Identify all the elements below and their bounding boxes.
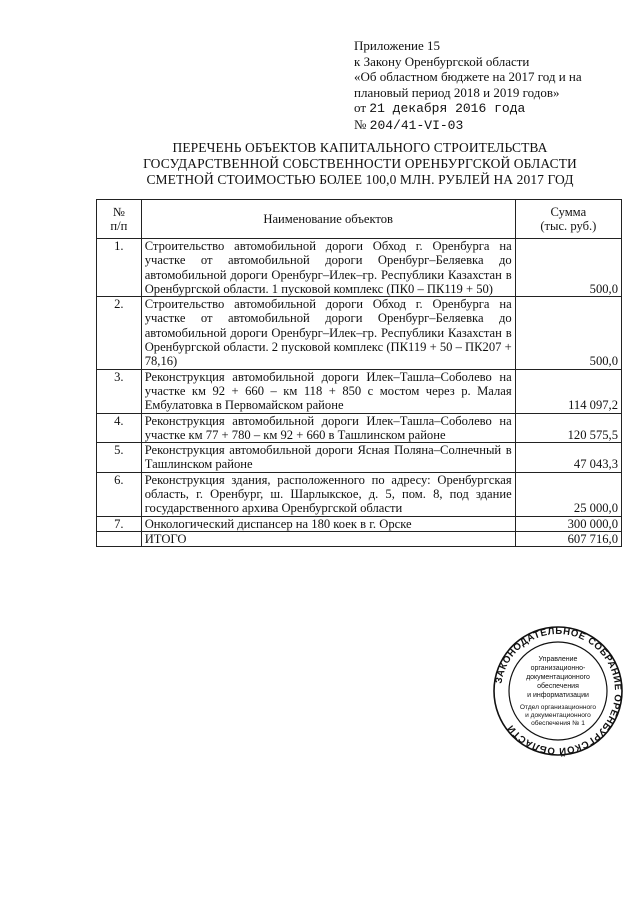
document-title — [80, 140, 640, 188]
title-line: ПЕРЕЧЕНЬ ОБЪЕКТОВ КАПИТАЛЬНОГО СТРОИТЕЛЬСТВА — [172, 140, 548, 155]
appendix-line: «Об областном бюджете на 2017 год и на — [354, 69, 582, 84]
table-row — [97, 472, 622, 516]
row-num: 2. — [97, 297, 142, 369]
title-line: ГОСУДАРСТВЕННОЙ СОБСТВЕННОСТИ ОРЕНБУРГСКОЙ ОБЛАСТИ — [143, 156, 577, 171]
header-sum-line: Сумма — [550, 204, 587, 219]
table-row — [97, 443, 622, 473]
row-name: Строительство автомобильной дороги Обход г. Оренбурга на участке от автомобильной дороги Оренбург–Беляевка до автомобильной дороги Оренбург–Илек–гр. Республики Казахстан в Оренбургской области. 2 пусковой комплекс (ПК119 + 50 – ПК207 + 78,16) — [141, 297, 515, 369]
table-row — [97, 516, 622, 531]
total-sum: 607 716,0 — [515, 531, 621, 546]
stamp-outer-text: ЗАКОНОДАТЕЛЬНОЕ СОБРАНИЕ ОРЕНБУРГСКОЙ ОБЛАСТИ — [493, 625, 624, 757]
number-value: 204/41-VI-03 — [369, 117, 464, 133]
row-sum: 500,0 — [515, 239, 621, 297]
date-prefix: от — [354, 100, 367, 115]
svg-text:Отдел организационного: Отдел организационного — [519, 704, 597, 711]
total-num — [97, 531, 142, 546]
table-row — [97, 413, 622, 443]
row-num: 3. — [97, 369, 142, 413]
header-num-line: п/п — [110, 219, 128, 233]
row-sum: 25 000,0 — [515, 472, 621, 516]
title-line: СМЕТНОЙ СТОИМОСТЬЮ БОЛЕЕ 100,0 МЛН. РУБЛЕЙ НА 2017 ГОД — [146, 172, 574, 187]
svg-text:организационно-: организационно- — [530, 665, 586, 672]
date-value: 21 декабря 2016 года — [369, 101, 526, 116]
header-sum — [515, 200, 621, 239]
table-total-row — [97, 531, 622, 546]
header-num-line: № — [112, 204, 125, 219]
table-row — [97, 239, 622, 297]
appendix-header — [354, 38, 624, 133]
svg-text:обеспечения: обеспечения — [537, 683, 579, 690]
table-row — [97, 297, 622, 369]
row-num: 7. — [97, 516, 142, 531]
row-sum: 47 043,3 — [515, 443, 621, 473]
row-name: Реконструкция автомобильной дороги Илек–Ташла–Соболево на участке км 77 + 780 – км 92 + 660 в Ташлинском районе — [141, 413, 515, 443]
svg-text:и информатизации: и информатизации — [527, 692, 589, 699]
objects-table — [96, 199, 622, 547]
appendix-date-line — [354, 100, 624, 117]
row-sum: 120 575,5 — [515, 413, 621, 443]
row-name: Реконструкция автомобильной дороги Ясная Поляна–Солнечный в Ташлинском районе — [141, 443, 515, 473]
row-name: Онкологический диспансер на 180 коек в г. Орске — [141, 516, 515, 531]
svg-text:Управление: Управление — [538, 656, 578, 663]
header-name: Наименование объектов — [141, 200, 515, 239]
row-sum: 114 097,2 — [515, 369, 621, 413]
appendix-line: к Закону Оренбургской области — [354, 53, 530, 69]
table-header-row — [97, 200, 622, 239]
appendix-line: плановый период 2018 и 2019 годов» — [354, 84, 560, 100]
table-row — [97, 369, 622, 413]
row-name: Строительство автомобильной дороги Обход г. Оренбурга на участке от автомобильной дороги Оренбург–Беляевка до автомобильной дороги Оренбург–Илек–гр. Республики Казахстан в Оренбургской области. 1 пусковой комплекс (ПК0 – ПК119 + 50) — [141, 239, 515, 297]
total-label: ИТОГО — [141, 531, 515, 546]
header-num — [97, 200, 142, 239]
svg-text:и документационного: и документационного — [525, 712, 591, 719]
row-num: 1. — [97, 239, 142, 297]
row-num: 6. — [97, 472, 142, 516]
appendix-line: Приложение 15 — [354, 38, 441, 53]
row-sum: 500,0 — [515, 297, 621, 369]
svg-text:обеспечения № 1: обеспечения № 1 — [531, 720, 585, 727]
number-prefix: № — [354, 116, 367, 132]
row-num: 5. — [97, 443, 142, 473]
row-num: 4. — [97, 413, 142, 443]
row-sum: 300 000,0 — [515, 516, 621, 531]
stamp-inner-text — [520, 656, 597, 727]
appendix-number-line — [354, 117, 624, 134]
seal-stamp — [492, 625, 624, 757]
header-sum-line: (тыс. руб.) — [540, 219, 597, 233]
row-name: Реконструкция здания, расположенного по адресу: Оренбургская область, г. Оренбург, ш. Шарлыкское, д. 5, пом. 8, под здание государственного архива Оренбургской области — [141, 472, 515, 516]
row-name: Реконструкция автомобильной дороги Илек–Ташла–Соболево на участке км 92 + 660 – км 118 + 850 с мостом через р. Малая Ембулатовка в Первомайском районе — [141, 369, 515, 413]
svg-text:документационного: документационного — [526, 674, 590, 681]
